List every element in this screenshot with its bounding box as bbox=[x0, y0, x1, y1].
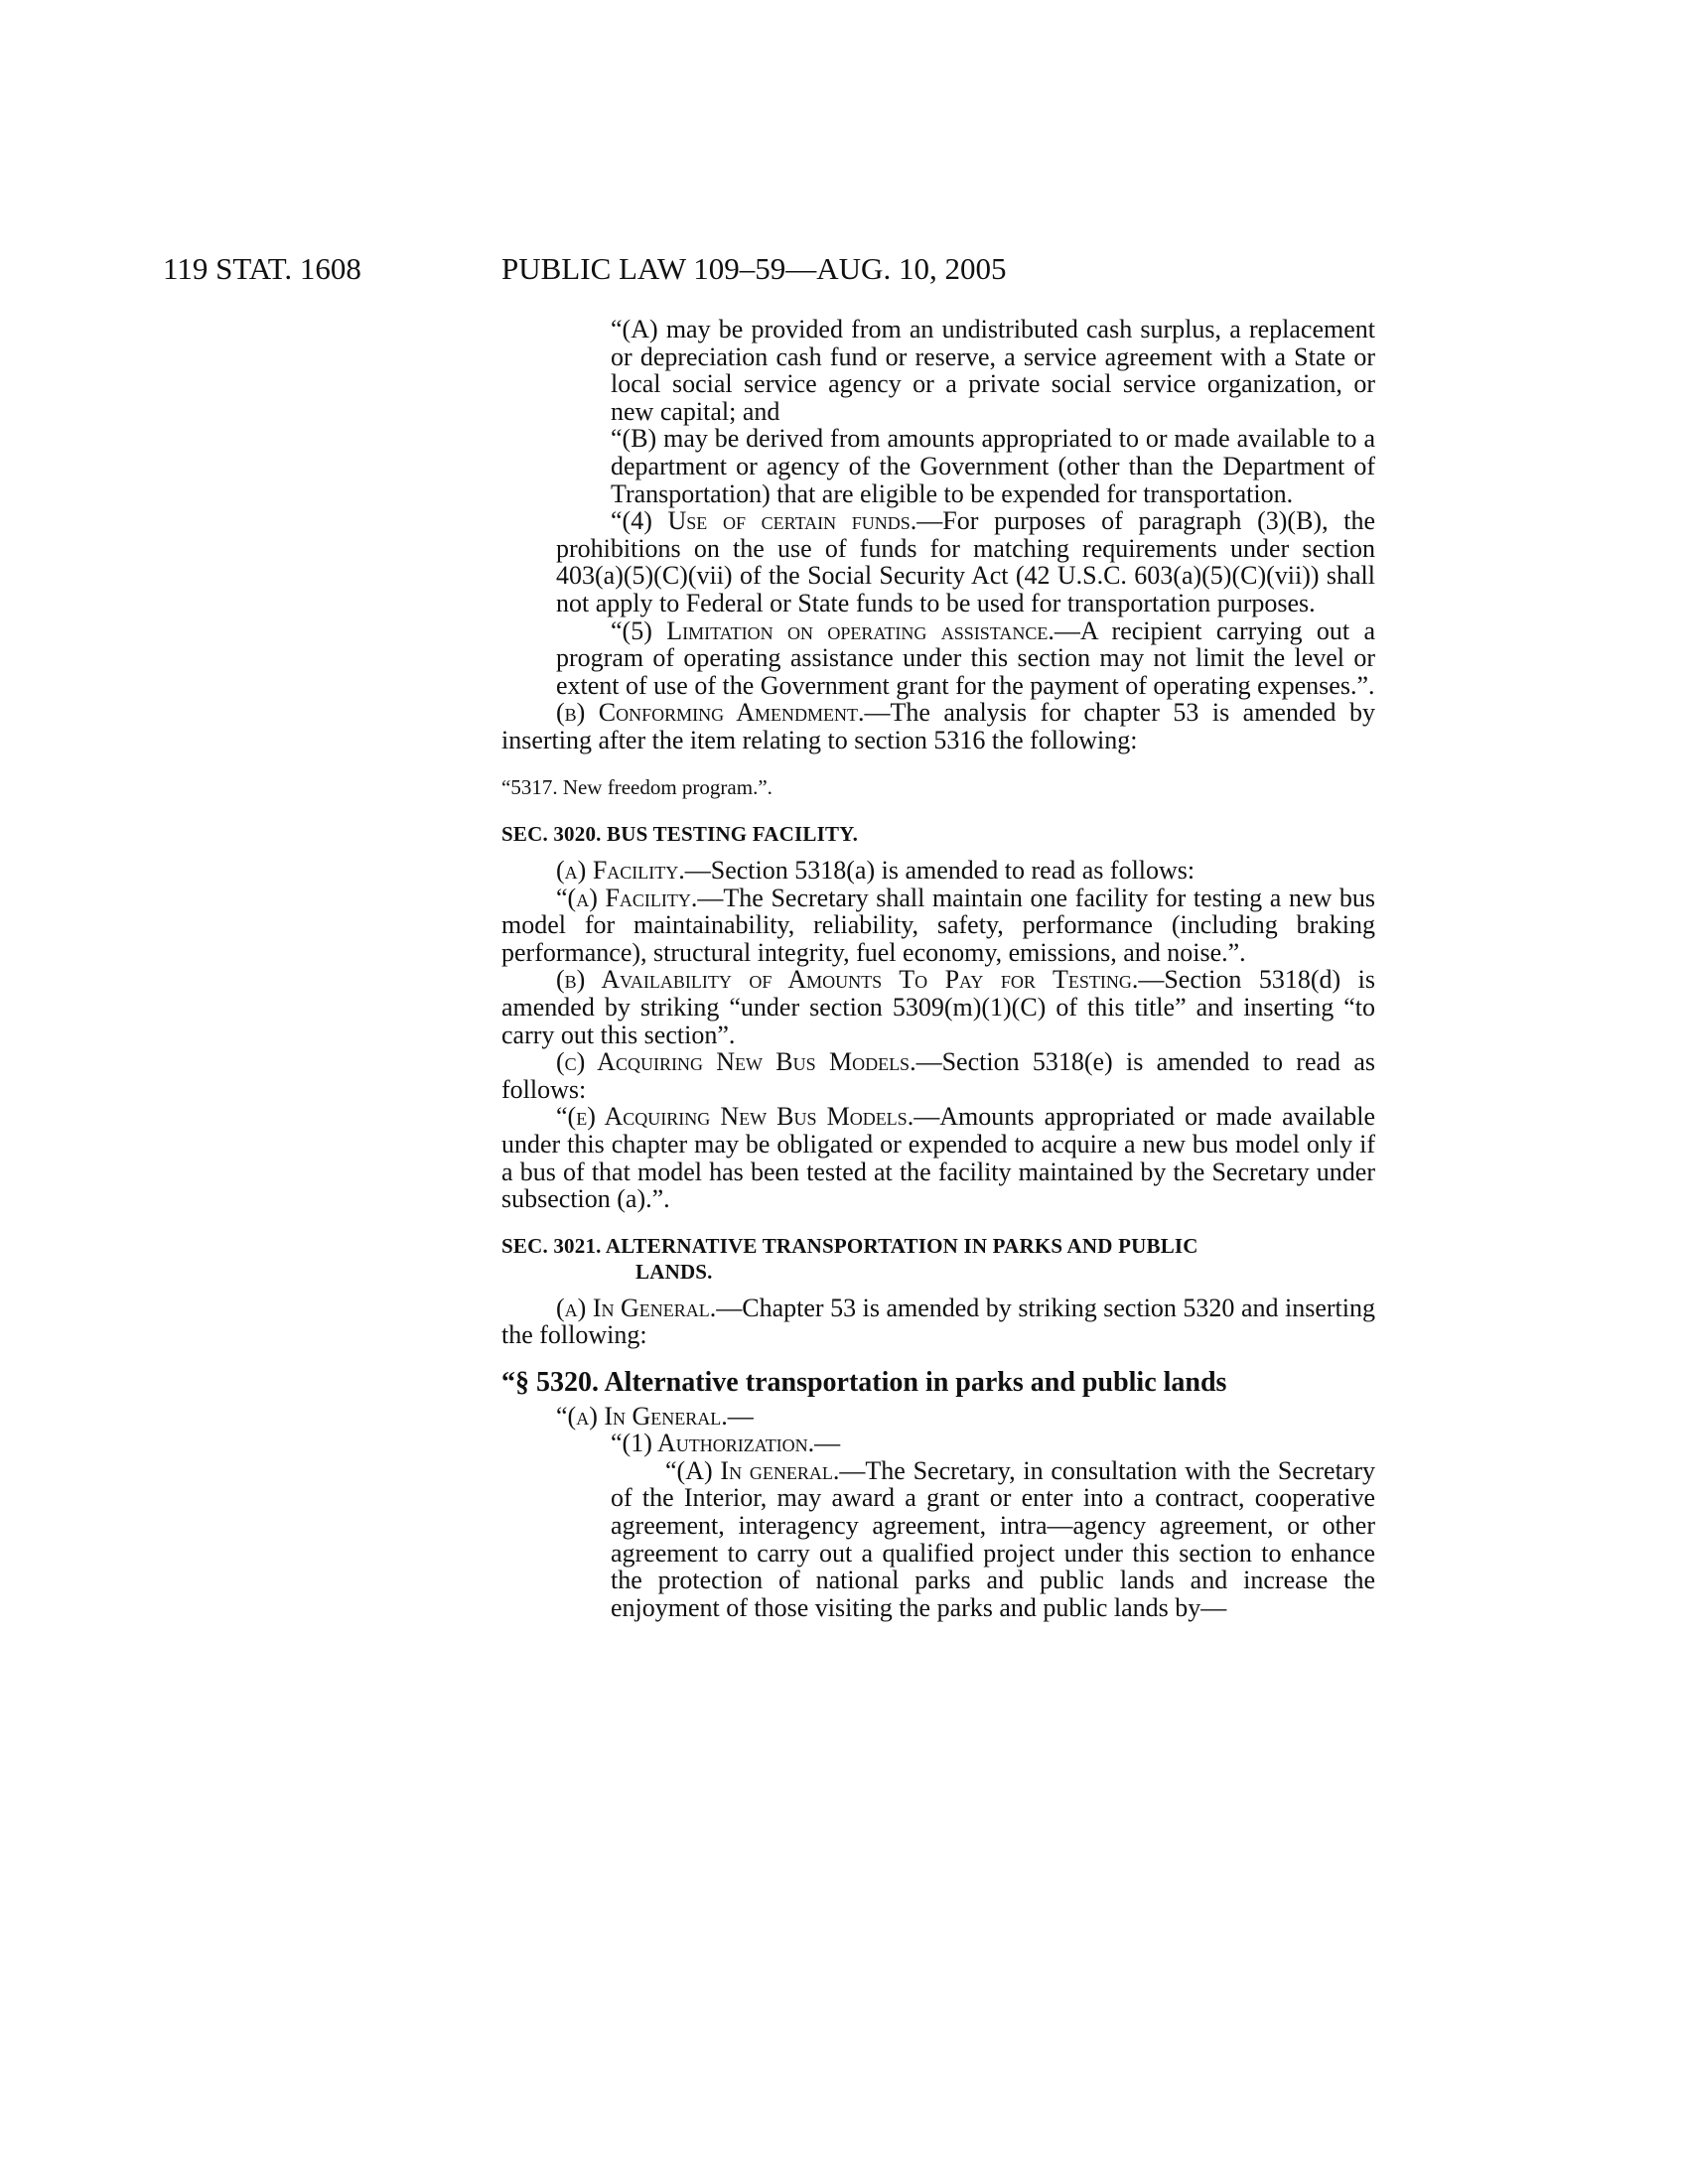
statute-page-number: 119 STAT. 1608 bbox=[163, 251, 361, 286]
paragraph-4 bbox=[501, 507, 1375, 616]
paragraph-text: —The analysis for chapter 53 is amended by inserting after the item relating to section 5316 the following: bbox=[501, 698, 1375, 754]
paragraph-text: —Section 5318(d) is amended by striking “under section 5309(m)(1)(C) of this title” and inserting “to carry out this section”. bbox=[501, 965, 1375, 1049]
paragraph-3B bbox=[501, 425, 1375, 507]
paragraph-text: “(A) may be provided from an undistributed cash surplus, a replacement or depreciation cash fund or reserve, a service agreement with a State or local social service agency or a private social service organization, or new capital; and bbox=[611, 315, 1375, 426]
table-of-contents-item: “5317. New freedom program.”. bbox=[501, 774, 773, 799]
subsection-a-general bbox=[501, 1295, 1375, 1349]
quoted-subsection-e bbox=[501, 1103, 1375, 1212]
paragraph-3A bbox=[501, 316, 1375, 425]
paragraph-text: “(B) may be derived from amounts appropriated to or made available to a department or agency of the Government (other than the Department of Transportation) that are eligible to be expended for transportation. bbox=[611, 424, 1375, 508]
subparagraph-A bbox=[501, 1457, 1375, 1622]
paragraph-heading: “(5) Limitation on operating assistance. bbox=[611, 615, 1055, 645]
paragraph-heading: (c) Acquiring New Bus Models. bbox=[556, 1047, 916, 1077]
section-heading-3021 bbox=[501, 1233, 1375, 1285]
subsection-b-testing bbox=[501, 966, 1375, 1048]
quoted-subsection-a bbox=[501, 885, 1375, 967]
paragraph-heading: “(e) Acquiring New Bus Models. bbox=[556, 1102, 914, 1132]
paragraph-5 bbox=[501, 617, 1375, 700]
paragraph-heading: (b) Conforming Amendment. bbox=[556, 698, 865, 728]
paragraph-text: —Section 5318(e) is amended to read as follows: bbox=[501, 1047, 1375, 1104]
paragraph-heading: (a) In General. bbox=[556, 1293, 717, 1322]
paragraph-text: —A recipient carrying out a program of operating assistance under this section may not limit the level or extent of use of the Government grant for the payment of operating expenses.”. bbox=[556, 615, 1375, 700]
subsection-b bbox=[501, 699, 1375, 753]
section-heading-line: SEC. 3021. ALTERNATIVE TRANSPORTATION IN PARKS AND PUBLIC bbox=[501, 1233, 1198, 1258]
subsection-a-heading: “(a) In General.— bbox=[556, 1401, 754, 1431]
document-body bbox=[501, 316, 1375, 1621]
paragraph-text: —For purposes of paragraph (3)(B), the prohibitions on the use of funds for matching requirements under section 403(a)(5)(C)(vii) of the Social Security Act (42 U.S.C. 603(a)(5)(C)(vii)) shall not apply to Federal or State funds to be used for transportation purposes. bbox=[556, 506, 1375, 617]
section-heading-line: LANDS. bbox=[635, 1259, 713, 1284]
section-5320-heading: “§ 5320. Alternative transportation in parks and public lands bbox=[501, 1367, 1227, 1398]
paragraph-text: —The Secretary, in consultation with the Secretary of the Interior, may award a grant or enter into a contract, cooperative agreement, interagency agreement, intra—agency agreement, or other agreement to carry out a qualified project under this section to enhance the protection of national parks and public lands and increase the enjoyment of those visiting the parks and public lands by— bbox=[611, 1455, 1376, 1622]
paragraph-1-heading: “(1) Authorization.— bbox=[611, 1429, 841, 1458]
paragraph-heading: “(a) Facility. bbox=[556, 883, 698, 912]
paragraph-text: —Chapter 53 is amended by striking section 5320 and inserting the following: bbox=[501, 1293, 1375, 1350]
paragraph-text: —Amounts appropriated or made available under this chapter may be obligated or expended to acquire a new bus model only if a bus of that model has been tested at the facility maintained by the Secretary under subsection (a).”. bbox=[501, 1102, 1375, 1214]
paragraph-heading: (a) Facility. bbox=[556, 856, 685, 886]
paragraph-text: —The Secretary shall maintain one facility for testing a new bus model for maintainability, reliability, safety, performance (including braking performance), structural integrity, fuel economy, emissions, and noise.”. bbox=[501, 883, 1375, 967]
subsection-a bbox=[501, 857, 1375, 885]
subsection-c bbox=[501, 1048, 1375, 1103]
page-header-title: PUBLIC LAW 109–59—AUG. 10, 2005 bbox=[501, 251, 1007, 286]
paragraph-heading: “(4) Use of certain funds. bbox=[611, 506, 917, 536]
paragraph-heading: (b) Availability of Amounts To Pay for Testing. bbox=[556, 965, 1139, 995]
paragraph-heading: “(A) In general. bbox=[665, 1455, 840, 1485]
paragraph-text: —Section 5318(a) is amended to read as follows: bbox=[684, 856, 1196, 886]
section-heading-3020: SEC. 3020. BUS TESTING FACILITY. bbox=[501, 822, 859, 847]
